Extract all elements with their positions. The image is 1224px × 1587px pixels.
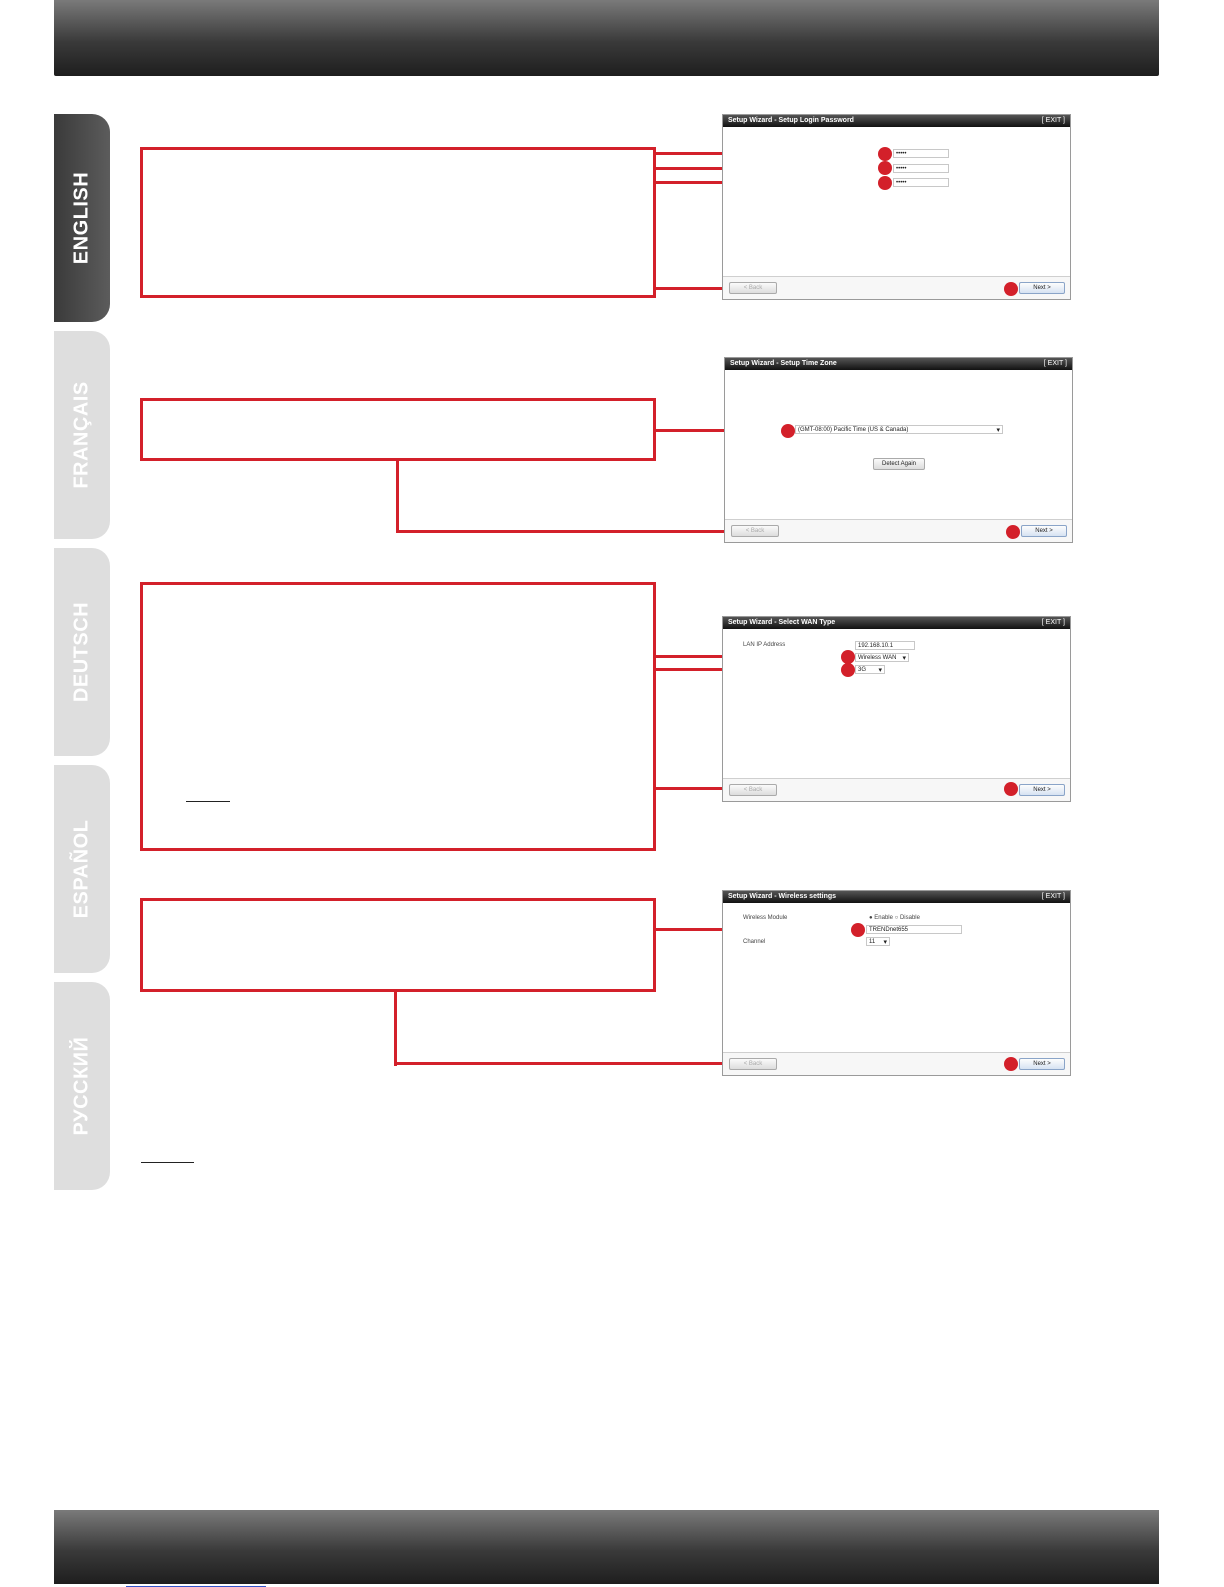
callout-box-wireless — [140, 898, 656, 992]
next-button[interactable]: Next > — [1019, 282, 1065, 294]
detect-again-button[interactable]: Detect Again — [873, 458, 925, 470]
enable-radio[interactable]: ● Enable ○ Disable — [869, 915, 920, 921]
marker-dot — [841, 650, 855, 664]
next-button[interactable]: Next > — [1019, 1058, 1065, 1070]
tab-deutsch[interactable] — [54, 548, 110, 756]
wizard-title: Setup Wizard - Select WAN Type [ EXIT ] — [723, 617, 1070, 629]
callout-box-wan — [140, 582, 656, 851]
footer-bar — [54, 1510, 1159, 1584]
wizard-title: Setup Wizard - Setup Login Password [ EXIT ] — [723, 115, 1070, 127]
tab-espanol[interactable] — [54, 765, 110, 973]
wan-interface-select[interactable]: Wireless WAN ▾ — [855, 653, 909, 662]
tab-francais[interactable] — [54, 331, 110, 539]
tab-label: РУССКИЙ — [70, 1036, 93, 1136]
lan-ip-label: LAN IP Address — [743, 642, 786, 648]
tab-label: ESPAÑOL — [70, 819, 93, 919]
channel-select[interactable]: 11 ▾ — [866, 937, 890, 946]
marker-dot — [878, 161, 892, 175]
exit-link[interactable]: [ EXIT ] — [1041, 117, 1065, 124]
tab-russian[interactable] — [54, 982, 110, 1190]
exit-link[interactable]: [ EXIT ] — [1041, 893, 1065, 900]
screenshot-wan-type — [722, 616, 1071, 802]
wizard-title: Setup Wizard - Setup Time Zone [ EXIT ] — [725, 358, 1072, 370]
screenshot-time-zone — [724, 357, 1073, 543]
marker-dot — [1006, 525, 1020, 539]
marker-dot — [878, 147, 892, 161]
connector-line — [396, 460, 399, 533]
marker-dot — [781, 424, 795, 438]
marker-dot — [878, 176, 892, 190]
marker-dot — [841, 663, 855, 677]
channel-label: Channel — [743, 939, 766, 945]
marker-dot — [1004, 1057, 1018, 1071]
next-button[interactable]: Next > — [1019, 784, 1065, 796]
retype-password-field[interactable]: ••••• — [893, 178, 949, 187]
screenshot-login-password — [722, 114, 1071, 300]
marker-dot — [1004, 282, 1018, 296]
wizard-title: Setup Wizard - Wireless settings [ EXIT ] — [723, 891, 1070, 903]
back-button[interactable]: < Back — [729, 784, 777, 796]
header-bar — [54, 0, 1159, 76]
tab-label: FRANÇAIS — [70, 381, 93, 489]
screenshot-wireless-settings — [722, 890, 1071, 1076]
connector-line — [394, 991, 397, 1066]
note-underline — [186, 801, 230, 802]
back-button[interactable]: < Back — [729, 282, 777, 294]
exit-link[interactable]: [ EXIT ] — [1041, 619, 1065, 626]
callout-box-timezone — [140, 398, 656, 461]
tab-label: ENGLISH — [70, 171, 93, 265]
back-button[interactable]: < Back — [729, 1058, 777, 1070]
old-password-field[interactable]: ••••• — [893, 149, 949, 158]
marker-dot — [851, 923, 865, 937]
new-password-field[interactable]: ••••• — [893, 164, 949, 173]
tab-english[interactable] — [54, 114, 110, 322]
callout-box-password — [140, 147, 656, 298]
lan-ip-field[interactable]: 192.168.10.1 — [855, 641, 915, 650]
exit-link[interactable]: [ EXIT ] — [1043, 360, 1067, 367]
time-zone-select[interactable]: (GMT-08:00) Pacific Time (US & Canada) ▾ — [795, 425, 1003, 434]
wan-type-select[interactable]: 3G ▾ — [855, 665, 885, 674]
ssid-field[interactable]: TRENDnet655 — [866, 925, 962, 934]
note-underline — [141, 1162, 194, 1163]
next-button[interactable]: Next > — [1021, 525, 1067, 537]
tab-label: DEUTSCH — [70, 601, 93, 703]
marker-dot — [1004, 782, 1018, 796]
back-button[interactable]: < Back — [731, 525, 779, 537]
wireless-module-label: Wireless Module — [743, 915, 788, 921]
